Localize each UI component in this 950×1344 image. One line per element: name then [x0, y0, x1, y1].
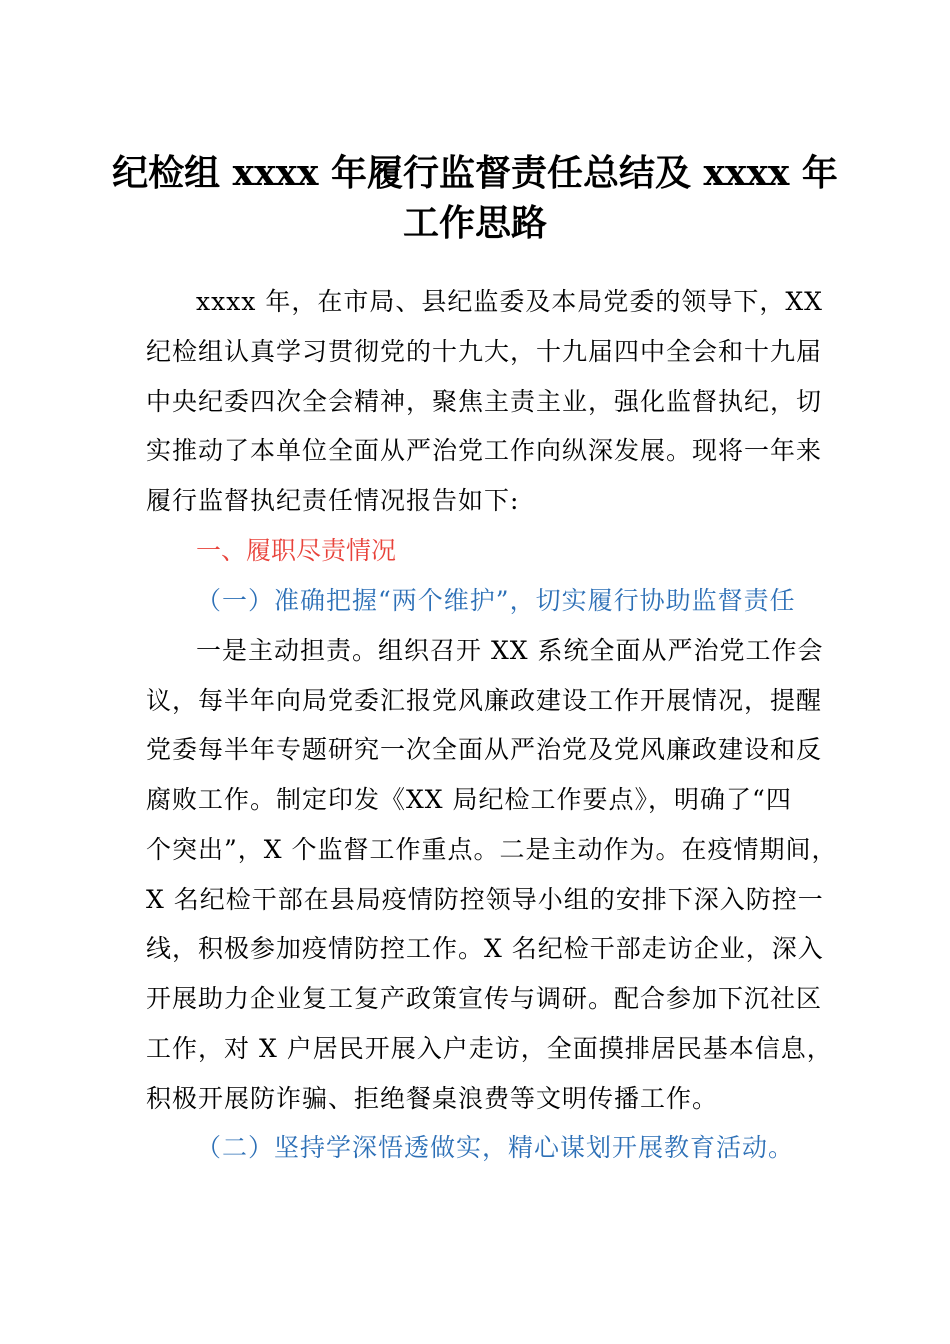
subsection-1-heading: （一）准确把握“两个维护”，切实履行协助监督责任: [196, 586, 796, 615]
subsection-1-paragraph-line: 积极开展防诈骗、拒绝餐桌浪费等文明传播工作。: [146, 1084, 719, 1113]
document-title-line-2: 工作思路: [402, 202, 547, 244]
intro-paragraph-line: 纪检组认真学习贯彻党的十九大，十九届四中全会和十九届: [146, 337, 823, 366]
intro-paragraph-line: 中央纪委四次全会精神，聚焦主责主业，强化监督执纪，切: [146, 387, 823, 416]
intro-paragraph-line: 履行监督执纪责任情况报告如下:: [146, 486, 520, 515]
subsection-1-paragraph-line: 工作，对 X 户居民开展入户走访，全面摸排居民基本信息，: [146, 1034, 833, 1063]
subsection-1-paragraph-line: 腐败工作。制定印发《XX 局纪检工作要点》，明确了“四: [146, 785, 792, 814]
intro-paragraph-line: 实推动了本单位全面从严治党工作向纵深发展。现将一年来: [146, 436, 823, 465]
subsection-1-paragraph-line: 线，积极参加疫情防控工作。X 名纪检干部走访企业，深入: [146, 934, 824, 963]
document-title-line-1: 纪检组 xxxx 年履行监督责任总结及 xxxx 年: [112, 152, 838, 194]
section-1-heading: 一、履职尽责情况: [196, 536, 397, 565]
subsection-1-paragraph-line: 议，每半年向局党委汇报党风廉政建设工作开展情况，提醒: [146, 686, 823, 715]
subsection-1-paragraph-line: 党委每半年专题研究一次全面从严治党及党风廉政建设和反: [146, 735, 823, 764]
subsection-1-paragraph-line: 一是主动担责。组织召开 XX 系统全面从严治党工作会: [196, 636, 824, 665]
subsection-2-heading: （二）坚持学深悟透做实，精心谋划开展教育活动。: [196, 1133, 795, 1162]
subsection-1-paragraph-line: X 名纪检干部在县局疫情防控领导小组的安排下深入防控一: [146, 885, 824, 914]
subsection-1-paragraph-line: 个突出”，X 个监督工作重点。二是主动作为。在疫情期间，: [146, 835, 838, 864]
intro-paragraph-line: xxxx 年，在市局、县纪监委及本局党委的领导下，XX: [196, 287, 823, 316]
subsection-1-paragraph-line: 开展助力企业复工复产政策宣传与调研。配合参加下沉社区: [146, 984, 823, 1013]
